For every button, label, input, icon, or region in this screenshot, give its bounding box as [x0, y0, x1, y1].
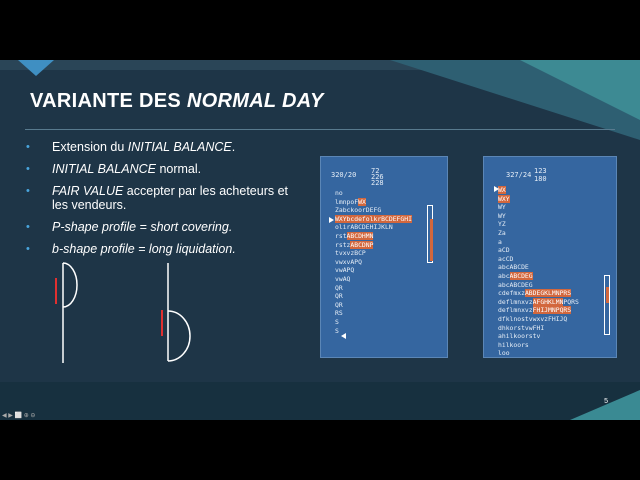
bullet-emphasis: FAIR VALUE — [52, 184, 124, 198]
profile-row-text: Za — [498, 229, 506, 237]
profile-row — [335, 241, 373, 250]
profile-shapes-diagram — [50, 260, 210, 370]
profile-right-range-bar — [604, 275, 610, 335]
profile-row — [335, 189, 343, 198]
profile-row-highlight: AFGHKLMN — [532, 297, 564, 306]
profile-row — [498, 263, 529, 272]
bullet-item — [26, 242, 296, 256]
profile-row-text: abcABCDE — [498, 263, 529, 272]
profile-left-open-marker-icon — [329, 217, 334, 223]
profile-row — [335, 292, 343, 301]
profile-row-highlight: WXYbcdefolkrBCDEFGHI — [335, 214, 412, 223]
profile-row-text: QR — [335, 292, 343, 301]
bullet-list — [26, 140, 296, 264]
top-left-triangle — [18, 60, 54, 76]
profile-row — [498, 212, 506, 221]
profile-row — [498, 349, 510, 358]
profile-row — [498, 229, 506, 238]
profile-row-text: deflmnxvz — [498, 306, 533, 315]
bullet-dot-icon: • — [26, 141, 30, 153]
profile-row-text: deflmnxvz — [498, 297, 533, 306]
profile-row — [498, 289, 571, 298]
profile-row-highlight: ABCDNP — [350, 240, 374, 249]
bullet-item — [26, 140, 296, 154]
p-shape-icon — [56, 263, 77, 363]
profile-left-close-marker-icon — [341, 333, 346, 339]
bullet-text: Extension du — [52, 140, 128, 154]
profile-row-text: hilkoors — [498, 340, 529, 349]
profile-row-highlight: ABDEGKLMNPRS — [524, 289, 572, 298]
profile-row — [335, 198, 366, 207]
profile-left-header: 320/20 — [331, 171, 357, 179]
bullet-item — [26, 184, 296, 212]
profile-row — [498, 246, 510, 255]
profile-row — [335, 206, 381, 215]
profile-row-text: olirABCDEHIJKLN — [335, 223, 393, 232]
profile-row-text: tvxvzBCP — [335, 249, 366, 258]
profile-row — [335, 266, 354, 275]
profile-row-text: S — [335, 326, 339, 335]
bullet-dot-icon: • — [26, 163, 30, 175]
profile-left-value-bot: 228 — [371, 179, 384, 187]
b-shape-icon — [162, 263, 190, 361]
slide-title — [30, 90, 324, 113]
profile-row — [498, 238, 502, 247]
profile-row-text: rstz — [335, 240, 351, 249]
profile-row-text: aCD — [498, 246, 510, 255]
profile-row — [498, 281, 533, 290]
profile-row-highlight: ABCDEG — [509, 272, 533, 280]
profile-row-text: QR — [335, 283, 343, 292]
profile-row-text: WY — [498, 211, 506, 220]
profile-row-text: S — [335, 318, 339, 326]
profile-left-value-mid: 226 — [371, 173, 384, 181]
profile-row-text: no — [335, 189, 343, 197]
bullet-dot-icon: • — [26, 243, 30, 255]
profile-right-header: 327/24 — [506, 171, 532, 179]
profile-row — [498, 220, 506, 229]
profile-row — [498, 195, 510, 204]
bullet-text-tail: . — [231, 140, 236, 154]
profile-row-highlight: FHIJMNPQRS — [532, 306, 572, 315]
profile-right-value-top: 123 — [534, 167, 547, 175]
profile-row — [335, 258, 362, 267]
profile-row-text: vwxvAPQ — [335, 257, 362, 266]
page-number: 5 — [604, 398, 608, 405]
bullet-text-tail: normal. — [155, 162, 202, 176]
profile-row-text: dfklnostvwxvzFHIJQ — [498, 315, 568, 323]
profile-row-text: a — [498, 237, 502, 246]
profile-row-text: abc — [498, 272, 510, 280]
profile-left-value-top: 72 — [371, 167, 380, 175]
profile-row — [335, 249, 366, 258]
bullet-text-tail: accepter par les acheteurs et les vendeurs. — [52, 184, 289, 212]
bullet-emphasis: P-shape profile = short covering. — [52, 220, 233, 234]
profile-row — [498, 272, 533, 281]
profile-row-text: rst — [335, 232, 347, 240]
profile-row — [498, 306, 571, 315]
title-italic: NORMAL DAY — [186, 90, 324, 112]
profile-row-text: abcABCDEG — [498, 280, 533, 289]
bullet-item — [26, 162, 296, 176]
slide — [0, 60, 640, 420]
profile-row-highlight: WXY — [498, 194, 510, 203]
bullet-emphasis: b-shape profile = long liquidation. — [52, 242, 236, 256]
profile-row-text: WY — [498, 203, 506, 212]
bullet-dot-icon: • — [26, 185, 30, 197]
market-profile-right — [483, 156, 617, 358]
profile-row-highlight: ABCDHMN — [346, 232, 374, 240]
bottom-right-decoration — [570, 390, 640, 420]
profile-row — [335, 318, 339, 327]
title-prefix: VARIANTE DES — [30, 90, 187, 112]
profile-row-text: PQRS — [563, 297, 579, 306]
profile-row-text: ahilkoorstv — [498, 332, 541, 341]
bullet-emphasis: INITIAL BALANCE — [52, 162, 156, 176]
profile-row — [498, 255, 513, 264]
profile-row-highlight: WX — [358, 197, 366, 206]
profile-row — [498, 332, 540, 341]
profile-right-value-area — [606, 287, 609, 303]
presentation-controls[interactable]: ◀ ▶ ⬜ ⊕ ⊖ — [2, 413, 36, 419]
profile-row — [498, 341, 529, 350]
bottom-band — [0, 382, 640, 420]
profile-row — [335, 215, 412, 224]
profile-row-text: acCD — [498, 254, 514, 263]
profile-row-text: vwAPQ — [335, 266, 355, 275]
profile-row — [335, 223, 393, 232]
bullet-emphasis: INITIAL BALANCE — [127, 140, 232, 154]
profile-row-text: QR — [335, 300, 343, 309]
profile-row-text: loo — [498, 349, 510, 358]
profile-left-value-area — [430, 219, 433, 261]
bullet-dot-icon: • — [26, 221, 30, 233]
profile-row-text: YZ — [498, 220, 506, 229]
profile-row — [335, 301, 343, 310]
profile-row — [498, 203, 506, 212]
profile-row — [335, 284, 343, 293]
profile-row-text: cdefmxz — [498, 289, 525, 298]
profile-row-text: RS — [335, 309, 343, 318]
profile-row — [498, 298, 579, 307]
profile-row — [335, 327, 339, 336]
profile-row — [335, 275, 350, 284]
profile-row — [498, 315, 567, 324]
profile-row — [335, 232, 373, 241]
market-profile-left — [320, 156, 448, 358]
profile-right-value-bot: 180 — [534, 175, 547, 183]
profile-row-text: vwAQ — [335, 275, 351, 283]
profile-row-text: lmnpoF — [335, 197, 359, 206]
profile-row — [498, 186, 506, 195]
profile-row — [498, 324, 544, 333]
top-right-decoration-inner — [520, 60, 640, 120]
bullet-item — [26, 220, 296, 234]
profile-row-text: ZabckoorDEFG — [335, 206, 382, 215]
title-divider — [25, 129, 615, 130]
profile-row — [335, 309, 343, 318]
profile-row-text: dhkorstvwFHI — [498, 323, 545, 332]
profile-row-highlight: WX — [498, 186, 506, 194]
